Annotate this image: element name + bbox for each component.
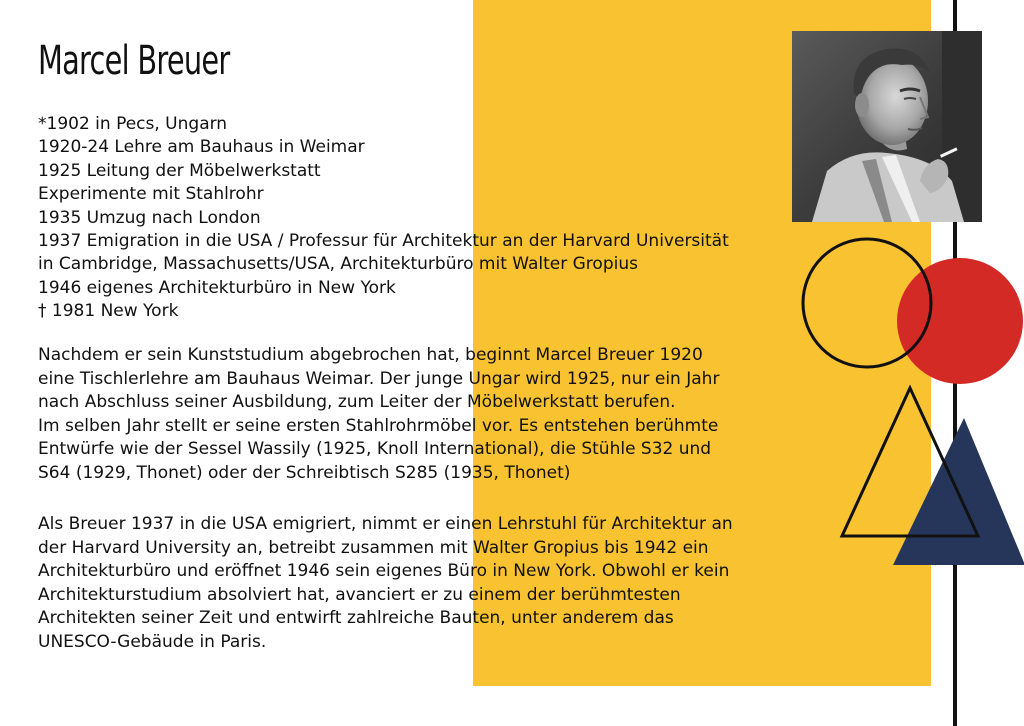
paragraph-line: Entwürfe wie der Sessel Wassily (1925, Knoll International), die Stühle S32 und: [38, 439, 712, 459]
red-circle-shape: [897, 258, 1023, 384]
paragraph-line: S64 (1929, Thonet) oder der Schreibtisch S285 (1935, Thonet): [38, 462, 571, 483]
paragraph-line: Architekturbüro und eröffnet 1946 sein eigenes Büro in New York. Obwohl er kein: [38, 561, 730, 581]
paragraph-line: Architekten seiner Zeit und entwirft zahlreiche Bauten, unter anderem das: [38, 608, 674, 628]
bio-line: 1937 Emigration in die USA / Professur für Architektur an der Harvard Universität: [38, 231, 729, 252]
paragraph-line: der Harvard University an, betreibt zusammen mit Walter Gropius bis 1942 ein: [38, 537, 709, 558]
paragraph-line: Architekturstudium absolviert hat, avanciert er zu einem der berühmtesten: [38, 584, 681, 605]
paragraph-line: nach Abschluss seiner Ausbildung, zum Leiter der Möbelwerkstatt berufen.: [38, 392, 676, 412]
bio-line: *1902 in Pecs, Ungarn: [38, 114, 228, 134]
bio-line: 1935 Umzug nach London: [38, 207, 261, 228]
bio-line: 1920-24 Lehre am Bauhaus in Weimar: [38, 137, 365, 158]
paragraph-line: Als Breuer 1937 in die USA emigriert, nimmt er einen Lehrstuhl für Architektur an: [38, 514, 733, 534]
bio-line: † 1981 New York: [38, 301, 179, 322]
bio-line: 1946 eigenes Architekturbüro in New York: [38, 277, 396, 298]
page-title: Marcel Breuer: [38, 38, 230, 84]
paragraph-line: Im selben Jahr stellt er seine ersten Stahlrohrmöbel vor. Es entstehen berühmte: [38, 415, 719, 436]
paragraph-line: Nachdem er sein Kunststudium abgebrochen hat, beginnt Marcel Breuer 1920: [38, 345, 703, 365]
paragraph-line: UNESCO-Gebäude in Paris.: [38, 631, 267, 652]
bio-line: Experimente mit Stahlrohr: [38, 184, 264, 205]
bio-line: 1925 Leitung der Möbelwerkstatt: [38, 160, 321, 181]
bio-line: in Cambridge, Massachusetts/USA, Architekturbüro mit Walter Gropius: [38, 254, 638, 275]
paragraph-line: eine Tischlerlehre am Bauhaus Weimar. Der junge Ungar wird 1925, nur ein Jahr: [38, 368, 720, 389]
